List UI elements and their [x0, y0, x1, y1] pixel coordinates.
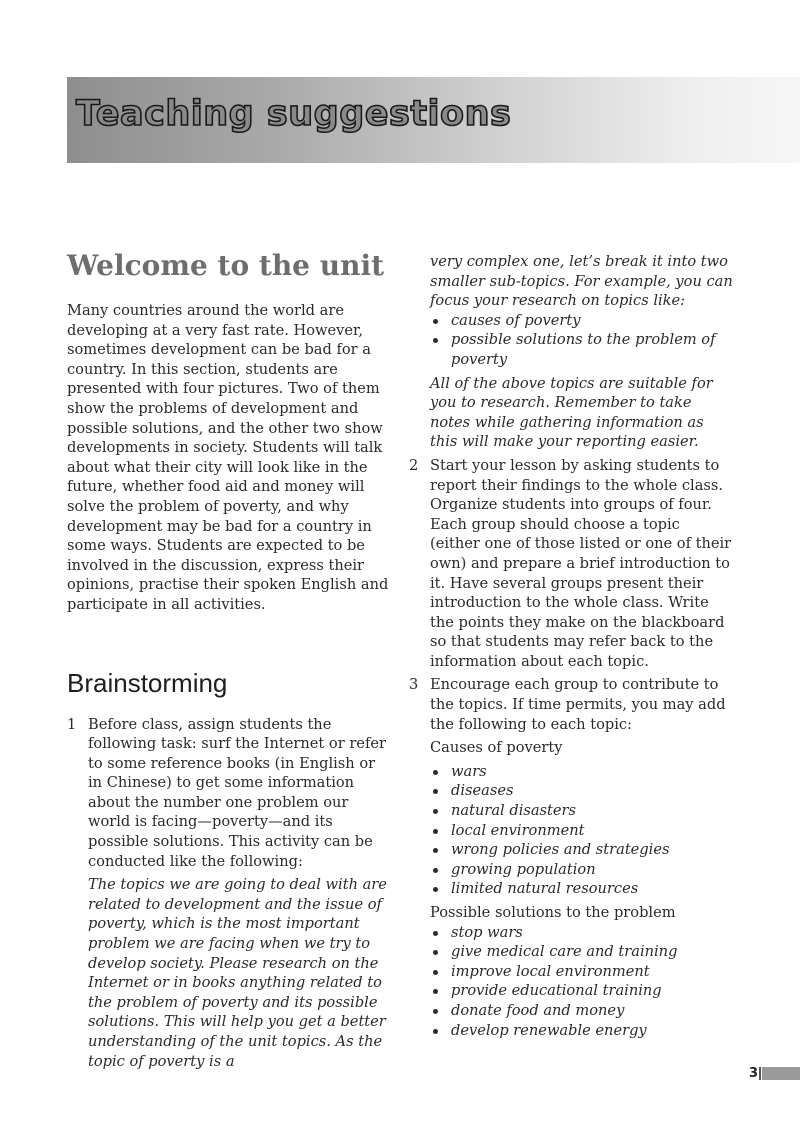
- causes-heading: Causes of poverty: [430, 739, 563, 757]
- list-item: possible solutions to the problem of poverty: [430, 330, 734, 369]
- solutions-list: [430, 923, 734, 1041]
- right-column: [409, 252, 734, 1040]
- brainstorming-heading: Brainstorming: [67, 667, 228, 698]
- item-number: 1: [67, 715, 77, 733]
- welcome-body: Many countries around the world are developing at a very fast rate. However, sometimes development can be bad for a country. In this section, students are presented with four pictures. Two of them show the problems of development and possible solutions, and the other two show developments in society. Students will talk about what their city will look like in the future, whether food aid and money will solve the problem of poverty, and why development may be bad for a country in some ways. Students are expected to be involved in the discussion, express their opinions, practise their spoken English and participate in all activities.: [67, 302, 389, 613]
- page-number: 3: [749, 1066, 759, 1081]
- item-3-text: Encourage each group to contribute to the topics. If time permits, you may add the following to each topic:: [430, 676, 726, 733]
- item-number: 3: [409, 676, 419, 694]
- brainstorm-item-1: [67, 715, 389, 1072]
- page-tab: [762, 1067, 800, 1080]
- item-number: 2: [409, 456, 419, 474]
- list-item: develop renewable energy: [430, 1021, 734, 1041]
- solutions-heading: Possible solutions to the problem: [430, 904, 676, 921]
- list-item: diseases: [430, 781, 734, 801]
- item-1-quote: The topics we are going to deal with are related to development and the issue of poverty, which is the most important problem we are facing when we try to develop society. Please research on the Internet or in books anything related to the problem of poverty and its possible solutions. This will help you get a better understanding of the unit topics. As the topic of poverty is a: [88, 876, 387, 1070]
- list-item: give medical care and training: [430, 942, 734, 962]
- list-item: natural disasters: [430, 801, 734, 821]
- brainstorm-item-2: [409, 456, 734, 672]
- causes-list: [430, 762, 734, 899]
- list-item: wars: [430, 762, 734, 782]
- list-item: growing population: [430, 860, 734, 880]
- list-item: limited natural resources: [430, 879, 734, 899]
- left-column: [67, 248, 389, 1071]
- list-item: improve local environment: [430, 962, 734, 982]
- item-1-quote-end: All of the above topics are suitable for you to research. Remember to take notes while gathering information as this will make your reporting easier.: [430, 374, 713, 451]
- page-tab-divider: [759, 1067, 761, 1080]
- item-1-continued: [409, 252, 734, 452]
- list-item: local environment: [430, 821, 734, 841]
- list-item: provide educational training: [430, 981, 734, 1001]
- subtopic-list: [430, 311, 734, 370]
- item-2-text: Start your lesson by asking students to report their findings to the whole class. Organize students into groups of four. Each group should choose a topic (either one of those listed or one of their own) and prepare a brief introduction to it. Have several groups present their introduction to the whole class. Write the points they make on the blackboard so that students may refer back to the information about each topic.: [430, 456, 732, 670]
- item-1-text: Before class, assign students the following task: surf the Internet or refer to some reference books (in English or in Chinese) to get some information about the number one problem our world is facing—poverty—and its possible solutions. This activity can be conducted like the following:: [88, 715, 386, 870]
- list-item: wrong policies and strategies: [430, 840, 734, 860]
- list-item: causes of poverty: [430, 311, 734, 331]
- item-1-quote-continued: very complex one, let’s break it into two smaller sub-topics. For example, you can focus your research on topics like:: [430, 253, 733, 310]
- list-item: donate food and money: [430, 1001, 734, 1021]
- list-item: stop wars: [430, 923, 734, 943]
- brainstorm-item-3: [409, 675, 734, 1040]
- welcome-heading: Welcome to the unit: [67, 249, 385, 282]
- page-title: Teaching suggestions: [76, 94, 512, 134]
